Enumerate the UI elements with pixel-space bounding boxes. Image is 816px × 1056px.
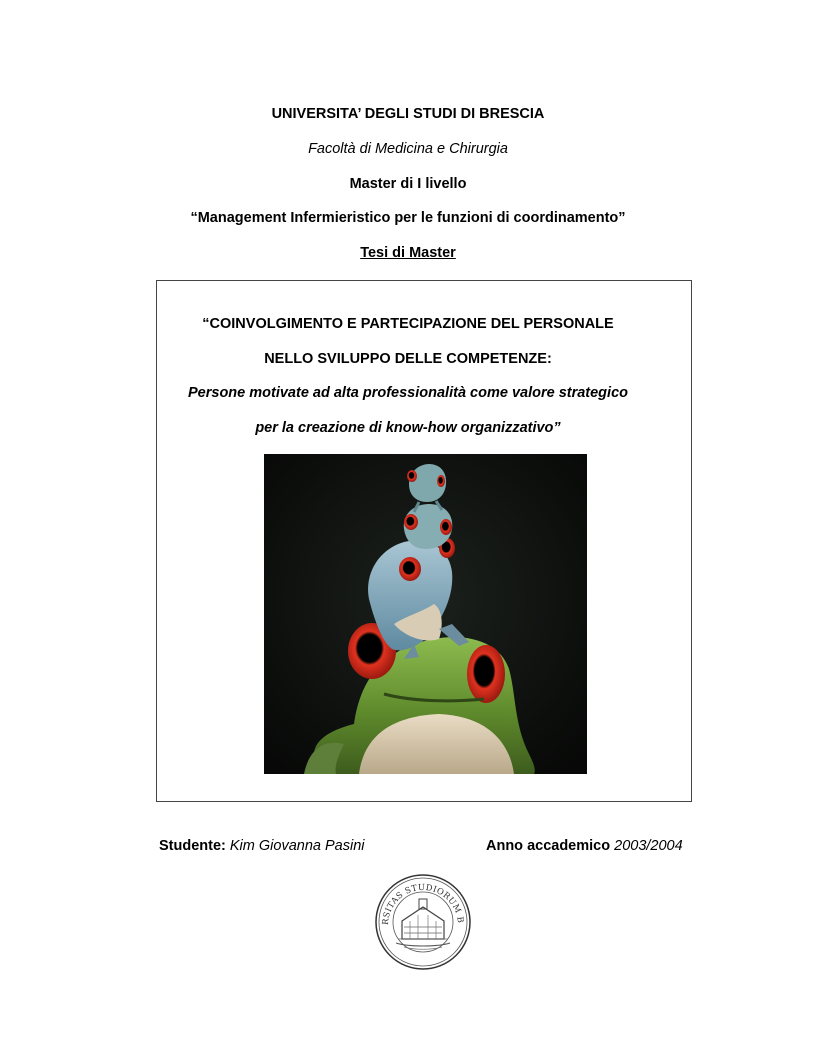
program-name: “Management Infermieristico per le funzioni di coordinamento” bbox=[190, 210, 626, 226]
thesis-type: Tesi di Master bbox=[360, 245, 456, 261]
svg-text:UNIVERSITAS STUDIORUM BRIXIAE: RSITAS STUDIORUM B bbox=[379, 881, 467, 926]
thesis-title-line-1: “COINVOLGIMENTO E PARTECIPAZIONE DEL PERSONALE bbox=[202, 316, 614, 332]
student-line bbox=[159, 838, 364, 854]
university-seal-icon bbox=[374, 873, 472, 971]
student-name: Kim Giovanna Pasini bbox=[229, 838, 365, 854]
stacked-frogs-photo-icon bbox=[264, 454, 587, 774]
academic-year-line bbox=[486, 838, 683, 854]
thesis-subtitle-line-1: Persone motivate ad alta professionalità come valore strategico bbox=[188, 385, 628, 401]
university-name: UNIVERSITA’ DEGLI STUDI DI BRESCIA bbox=[271, 106, 545, 122]
student-label: Studente: bbox=[159, 838, 226, 854]
faculty-name: Facoltà di Medicina e Chirurgia bbox=[308, 141, 508, 157]
academic-year-value: 2003/2004 bbox=[614, 838, 683, 854]
master-level: Master di I livello bbox=[349, 176, 467, 192]
thesis-subtitle-line-2: per la creazione di know-how organizzativo” bbox=[255, 420, 561, 436]
thesis-title-line-2: NELLO SVILUPPO DELLE COMPETENZE: bbox=[264, 351, 552, 367]
academic-year-label: Anno accademico bbox=[486, 838, 611, 854]
